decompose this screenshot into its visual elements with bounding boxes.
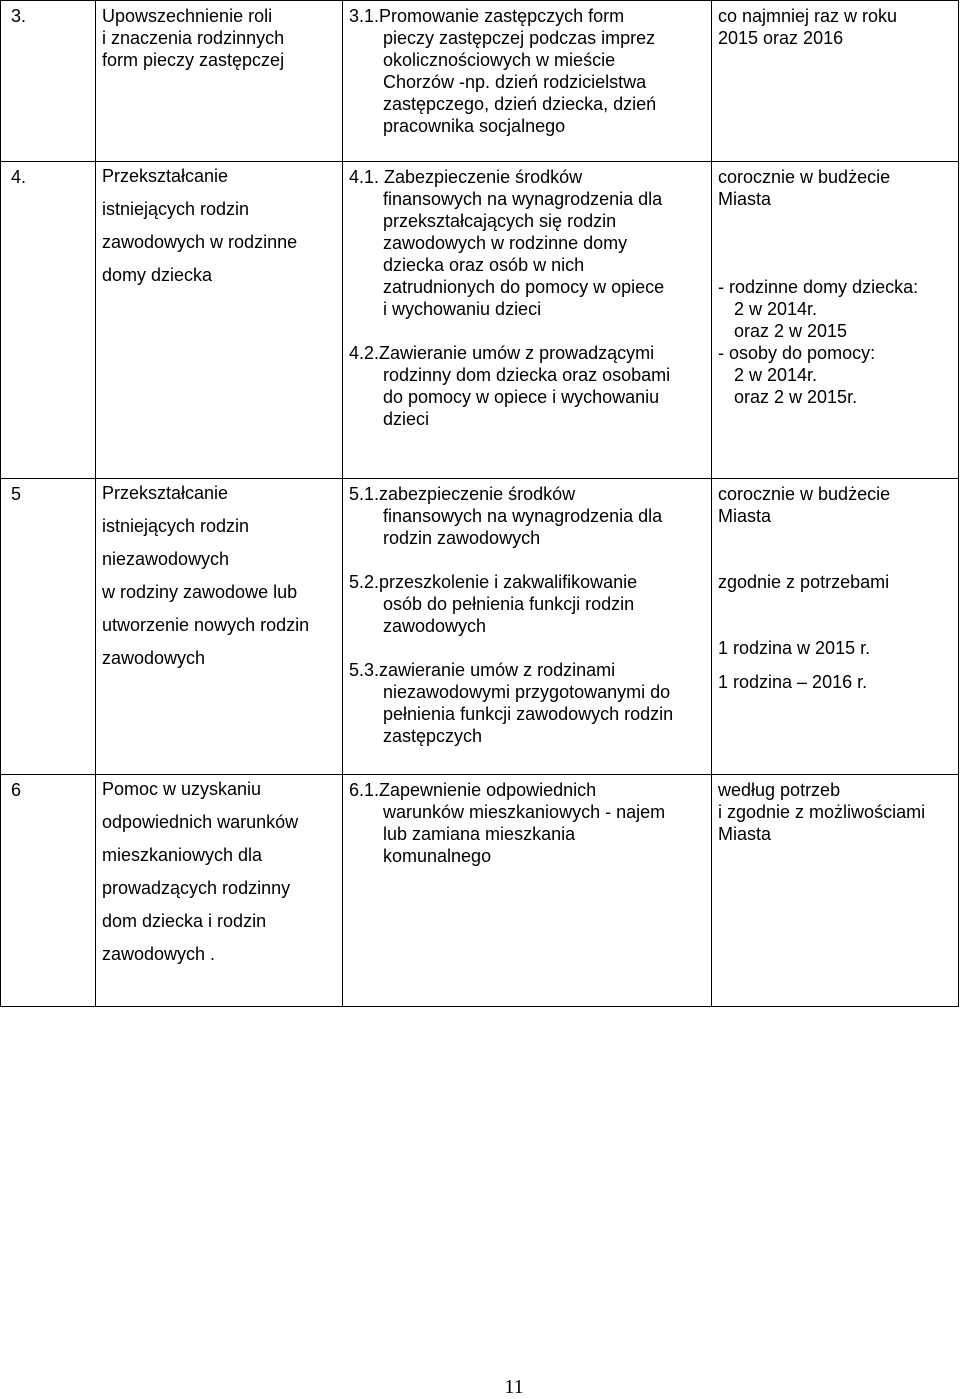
task-cell [343, 775, 712, 1007]
task-item: 5.2.przeszkolenie i zakwalifikowanie osób do pełnienia funkcji rodzin zawodowych [349, 572, 638, 636]
term-line: 2015 oraz 2016 [718, 28, 844, 48]
task-item: 4.2.Zawieranie umów z prowadzącymi rodzinny dom dziecka oraz osobami do pomocy w opiece i wychowaniu dzieci [349, 343, 671, 429]
row-number: 4. [1, 162, 96, 479]
term-line: i zgodnie z możliwościami [718, 802, 926, 822]
term-line: Miasta [718, 189, 772, 209]
task-item: 5.1.zabezpieczenie środków finansowych na wynagrodzenia dla rodzin zawodowych [349, 484, 663, 548]
task-cell [343, 162, 712, 479]
term-line: Miasta [718, 506, 772, 526]
term-line: 2 w 2014r. [734, 299, 818, 319]
goal-line: w rodziny zawodowe lub [102, 582, 298, 602]
goal-line: zawodowych [102, 648, 206, 668]
task-cell [343, 1, 712, 162]
term-line: co najmniej raz w roku [718, 6, 898, 26]
task-cell [343, 479, 712, 775]
task-item: 3.1.Promowanie zastępczych form pieczy zastępczej podczas imprez okolicznościowych w mieście Chorzów -np. dzień rodzicielstwa zastępczego, dzień dziecka, dzień pracownika socjalnego [349, 6, 657, 136]
term-line: 2 w 2014r. [734, 365, 818, 385]
goal-line: domy dziecka [102, 265, 213, 285]
term-cell [712, 1, 959, 162]
table-row [1, 479, 959, 775]
term-line: 1 rodzina – 2016 r. [718, 672, 868, 692]
term-line: Miasta [718, 824, 772, 844]
goal-line: istniejących rodzin [102, 199, 250, 219]
task-item: 5.3.zawieranie umów z rodzinami niezawodowymi przygotowanymi do pełnienia funkcji zawodowych rodzin zastępczych [349, 660, 674, 746]
goal-line: dom dziecka i rodzin [102, 911, 267, 931]
task-item: 4.1. Zabezpieczenie środków finansowych na wynagrodzenia dla przekształcających się rodzin zawodowych w rodzinne domy dziecka oraz osób w nich zatrudnionych do pomocy w opiece i wychowaniu dzieci [349, 167, 665, 319]
goal-line: Pomoc w uzyskaniu [102, 779, 262, 799]
goal-line: zawodowych . [102, 944, 216, 964]
goal-line: Upowszechnienie roli [102, 6, 273, 26]
term-line: zgodnie z potrzebami [718, 572, 890, 592]
goal-cell [96, 479, 343, 775]
goal-cell [96, 1, 343, 162]
task-item: 6.1.Zapewnienie odpowiednich warunków mieszkaniowych - najem lub zamiana mieszkania komunalnego [349, 780, 666, 866]
term-line: corocznie w budżecie [718, 484, 891, 504]
goal-cell [96, 162, 343, 479]
goal-line: odpowiednich warunków [102, 812, 299, 832]
goal-line: Przekształcanie [102, 166, 229, 186]
row-number: 5 [1, 479, 96, 775]
goal-line: form pieczy zastępczej [102, 50, 285, 70]
page-number: 11 [504, 1376, 524, 1398]
term-line: corocznie w budżecie [718, 167, 891, 187]
term-line: 1 rodzina w 2015 r. [718, 638, 871, 658]
term-line: - osoby do pomocy: [718, 343, 876, 363]
goal-line: Przekształcanie [102, 483, 229, 503]
goal-line: niezawodowych [102, 549, 230, 569]
row-number: 3. [1, 1, 96, 162]
goal-line: zawodowych w rodzinne [102, 232, 298, 252]
term-line: oraz 2 w 2015 [734, 321, 848, 341]
goal-line: mieszkaniowych dla [102, 845, 263, 865]
goal-cell [96, 775, 343, 1007]
goal-line: utworzenie nowych rodzin [102, 615, 310, 635]
term-cell [712, 162, 959, 479]
term-cell [712, 479, 959, 775]
term-line: - rodzinne domy dziecka: [718, 277, 919, 297]
term-line: oraz 2 w 2015r. [734, 387, 858, 407]
goal-line: istniejących rodzin [102, 516, 250, 536]
goal-line: prowadzących rodzinny [102, 878, 291, 898]
goal-line: i znaczenia rodzinnych [102, 28, 285, 48]
row-number: 6 [1, 775, 96, 1007]
term-cell [712, 775, 959, 1007]
table-row [1, 1, 959, 162]
term-line: według potrzeb [718, 780, 841, 800]
table-row [1, 162, 959, 479]
table-row [1, 775, 959, 1007]
